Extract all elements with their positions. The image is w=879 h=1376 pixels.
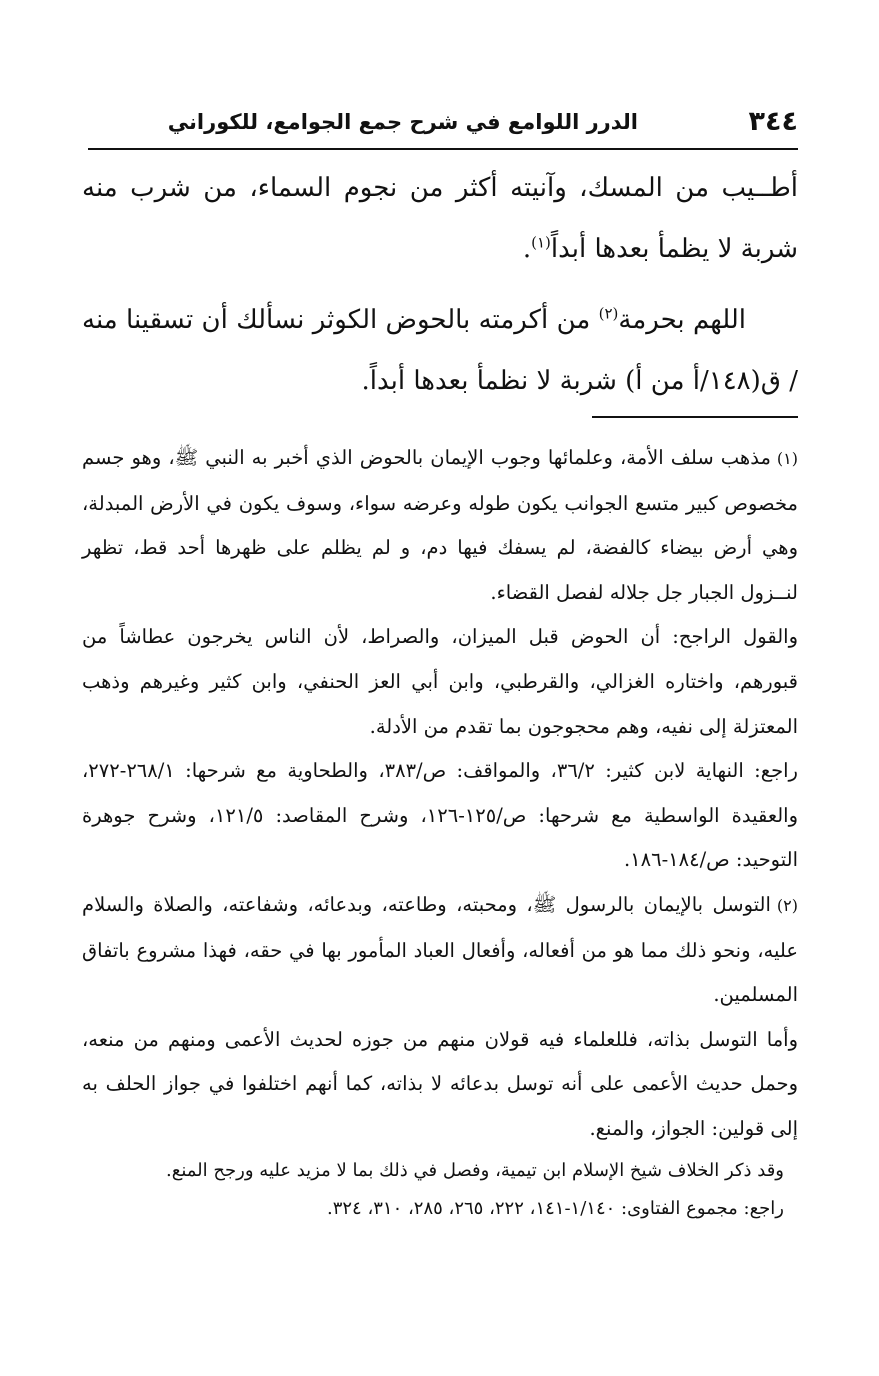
footnote-1-text: مذهب سلف الأمة، وعلمائها وجوب الإيمان بالحوض الذي أخبر به النبي ﷺ، وهو جسم مخصوص كبير متسع الجوانب يكون طوله وعرضه سواء، وسوف يكون في الأرض المبدلة، وهي أرض بيضاء كالفضة، لم يسفك فيها دم، و لم يظلم على ظهرها أحد قط، تظهر لنــزول الجبار جل جلاله لفصل القضاء.: [82, 446, 798, 604]
main-paragraph-2-start: اللهم بحرمة: [618, 305, 747, 335]
footnote-1-marker: (١): [776, 449, 798, 468]
main-paragraph-1: [82, 158, 798, 280]
footnote-2-paragraph-3: وقد ذكر الخلاف شيخ الإسلام ابن تيمية، وفصل في ذلك بما لا مزيد عليه ورجح المنع.: [166, 1159, 784, 1181]
footnote-1-references: راجع: النهاية لابن كثير: ٣٦/٢، والمواقف: ص/٣٨٣، والطحاوية مع شرحها: ٢٦٨/١-٢٧٢، والعقيدة الواسطية مع شرحها: ص/١٢٥-١٢٦، وشرح المقاصد: ١٢١/٥، وشرح جوهرة التوحيد: ص/١٨٤-١٨٦.: [82, 759, 798, 872]
header-rule: [88, 148, 798, 150]
footnote-separator: [592, 416, 798, 418]
footnote-2-references: راجع: مجموع الفتاوى: ١/١٤٠-١٤١، ٢٢٢، ٢٦٥، ٢٨٥، ٣١٠، ٣٢٤.: [326, 1197, 784, 1219]
main-paragraph-1-text: أطــيب من المسك، وآنيته أكثر من نجوم السماء، من شرب منه شربة لا يظمأ بعدها أبداً: [82, 173, 798, 264]
footnote-2-paragraph-2: وأما التوسل بذاته، فللعلماء فيه قولان منهم من جوزه لحديث الأعمى ومنهم من منعه، وحمل حديث الأعمى على أنه توسل بدعائه لا بذاته، كما أنهم اختلفوا في جواز الحلف به إلى قولين: الجواز، والمنع.: [82, 1027, 798, 1140]
footnote-1: [82, 436, 798, 615]
running-title: الدرر اللوامع في شرح جمع الجوامع، للكوراني: [167, 110, 638, 134]
footnotes: [82, 436, 798, 1228]
main-text: [82, 158, 798, 412]
footnote-ref-1: (١): [531, 233, 551, 252]
footnote-2-marker: (٢): [776, 895, 798, 915]
main-paragraph-2-text: من أكرمته بالحوض الكوثر نسألك أن تسقينا منه / ق(١٤٨/أ من أ) شربة لا نظمأ بعدها أبداً.: [82, 305, 798, 396]
page-header: [88, 104, 798, 146]
footnote-2-text: التوسل بالإيمان بالرسول ﷺ، ومحبته، وطاعته، وبدعائه، وشفاعته، والصلاة والسلام عليه، ونحو ذلك مما هو من أفعاله، وأفعال العباد المأمور بها في حقه، فهذا مشروع باتفاق المسلمين.: [82, 892, 798, 1007]
main-paragraph-2: [82, 290, 798, 412]
footnote-ref-2: (٢): [598, 304, 619, 323]
footnote-1-paragraph-2: والقول الراجح: أن الحوض قبل الميزان، والصراط، لأن الناس يخرجون عطاشاً من قبورهم، واختاره الغزالي، والقرطبي، وابن أبي العز الحنفي، وابن كثير وغيرهم وذهب المعتزلة إلى نفيه، وهم محجوجون بما تقدم من الأدلة.: [82, 625, 798, 738]
page-number: ٣٤٤: [748, 106, 798, 137]
main-paragraph-1-end: .: [522, 234, 532, 264]
footnote-2: [82, 883, 798, 1018]
